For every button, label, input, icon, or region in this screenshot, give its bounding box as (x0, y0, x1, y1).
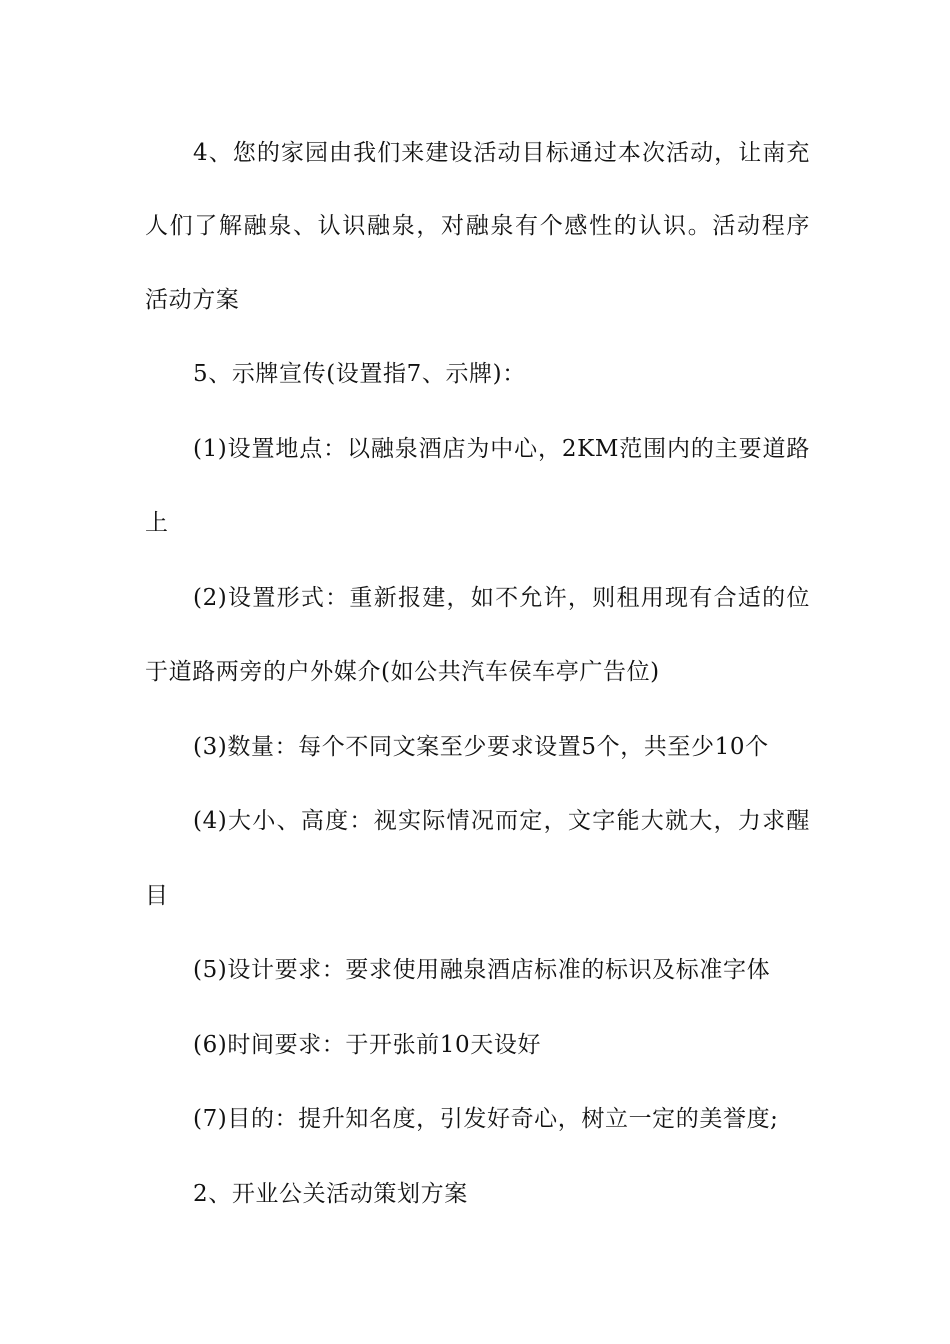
section-heading-2: 2、开业公关活动策划方案 (193, 1181, 468, 1207)
section-heading-5: 5、示牌宣传(设置指7、示牌)： (193, 361, 526, 387)
paragraph-line-1: 4、您的家园由我们来建设活动目标通过本次活动，让南充 (193, 140, 810, 166)
paragraph-line-2: 人们了解融泉、认识融泉，对融泉有个感性的认识。活动程序 (145, 213, 810, 239)
paragraph-line-3: 活动方案 (145, 287, 240, 313)
item-1-line-2: 上 (145, 510, 169, 536)
item-5: (5)设计要求：要求使用融泉酒店标准的标识及标准字体 (193, 957, 771, 983)
item-3: (3)数量：每个不同文案至少要求设置5个，共至少10个 (193, 734, 769, 760)
item-6: (6)时间要求：于开张前10天设好 (193, 1032, 542, 1058)
item-2-line-1: (2)设置形式：重新报建，如不允许，则租用现有合适的位 (193, 585, 810, 611)
item-2-line-2: 于道路两旁的户外媒介(如公共汽车侯车亭广告位) (145, 659, 660, 685)
item-4-line-1: (4)大小、高度：视实际情况而定，文字能大就大，力求醒 (193, 808, 810, 834)
item-4-line-2: 目 (145, 883, 169, 909)
item-1-line-1: (1)设置地点：以融泉酒店为中心，2KM范围内的主要道路 (193, 436, 810, 462)
item-7: (7)目的：提升知名度，引发好奇心，树立一定的美誉度; (193, 1106, 779, 1132)
